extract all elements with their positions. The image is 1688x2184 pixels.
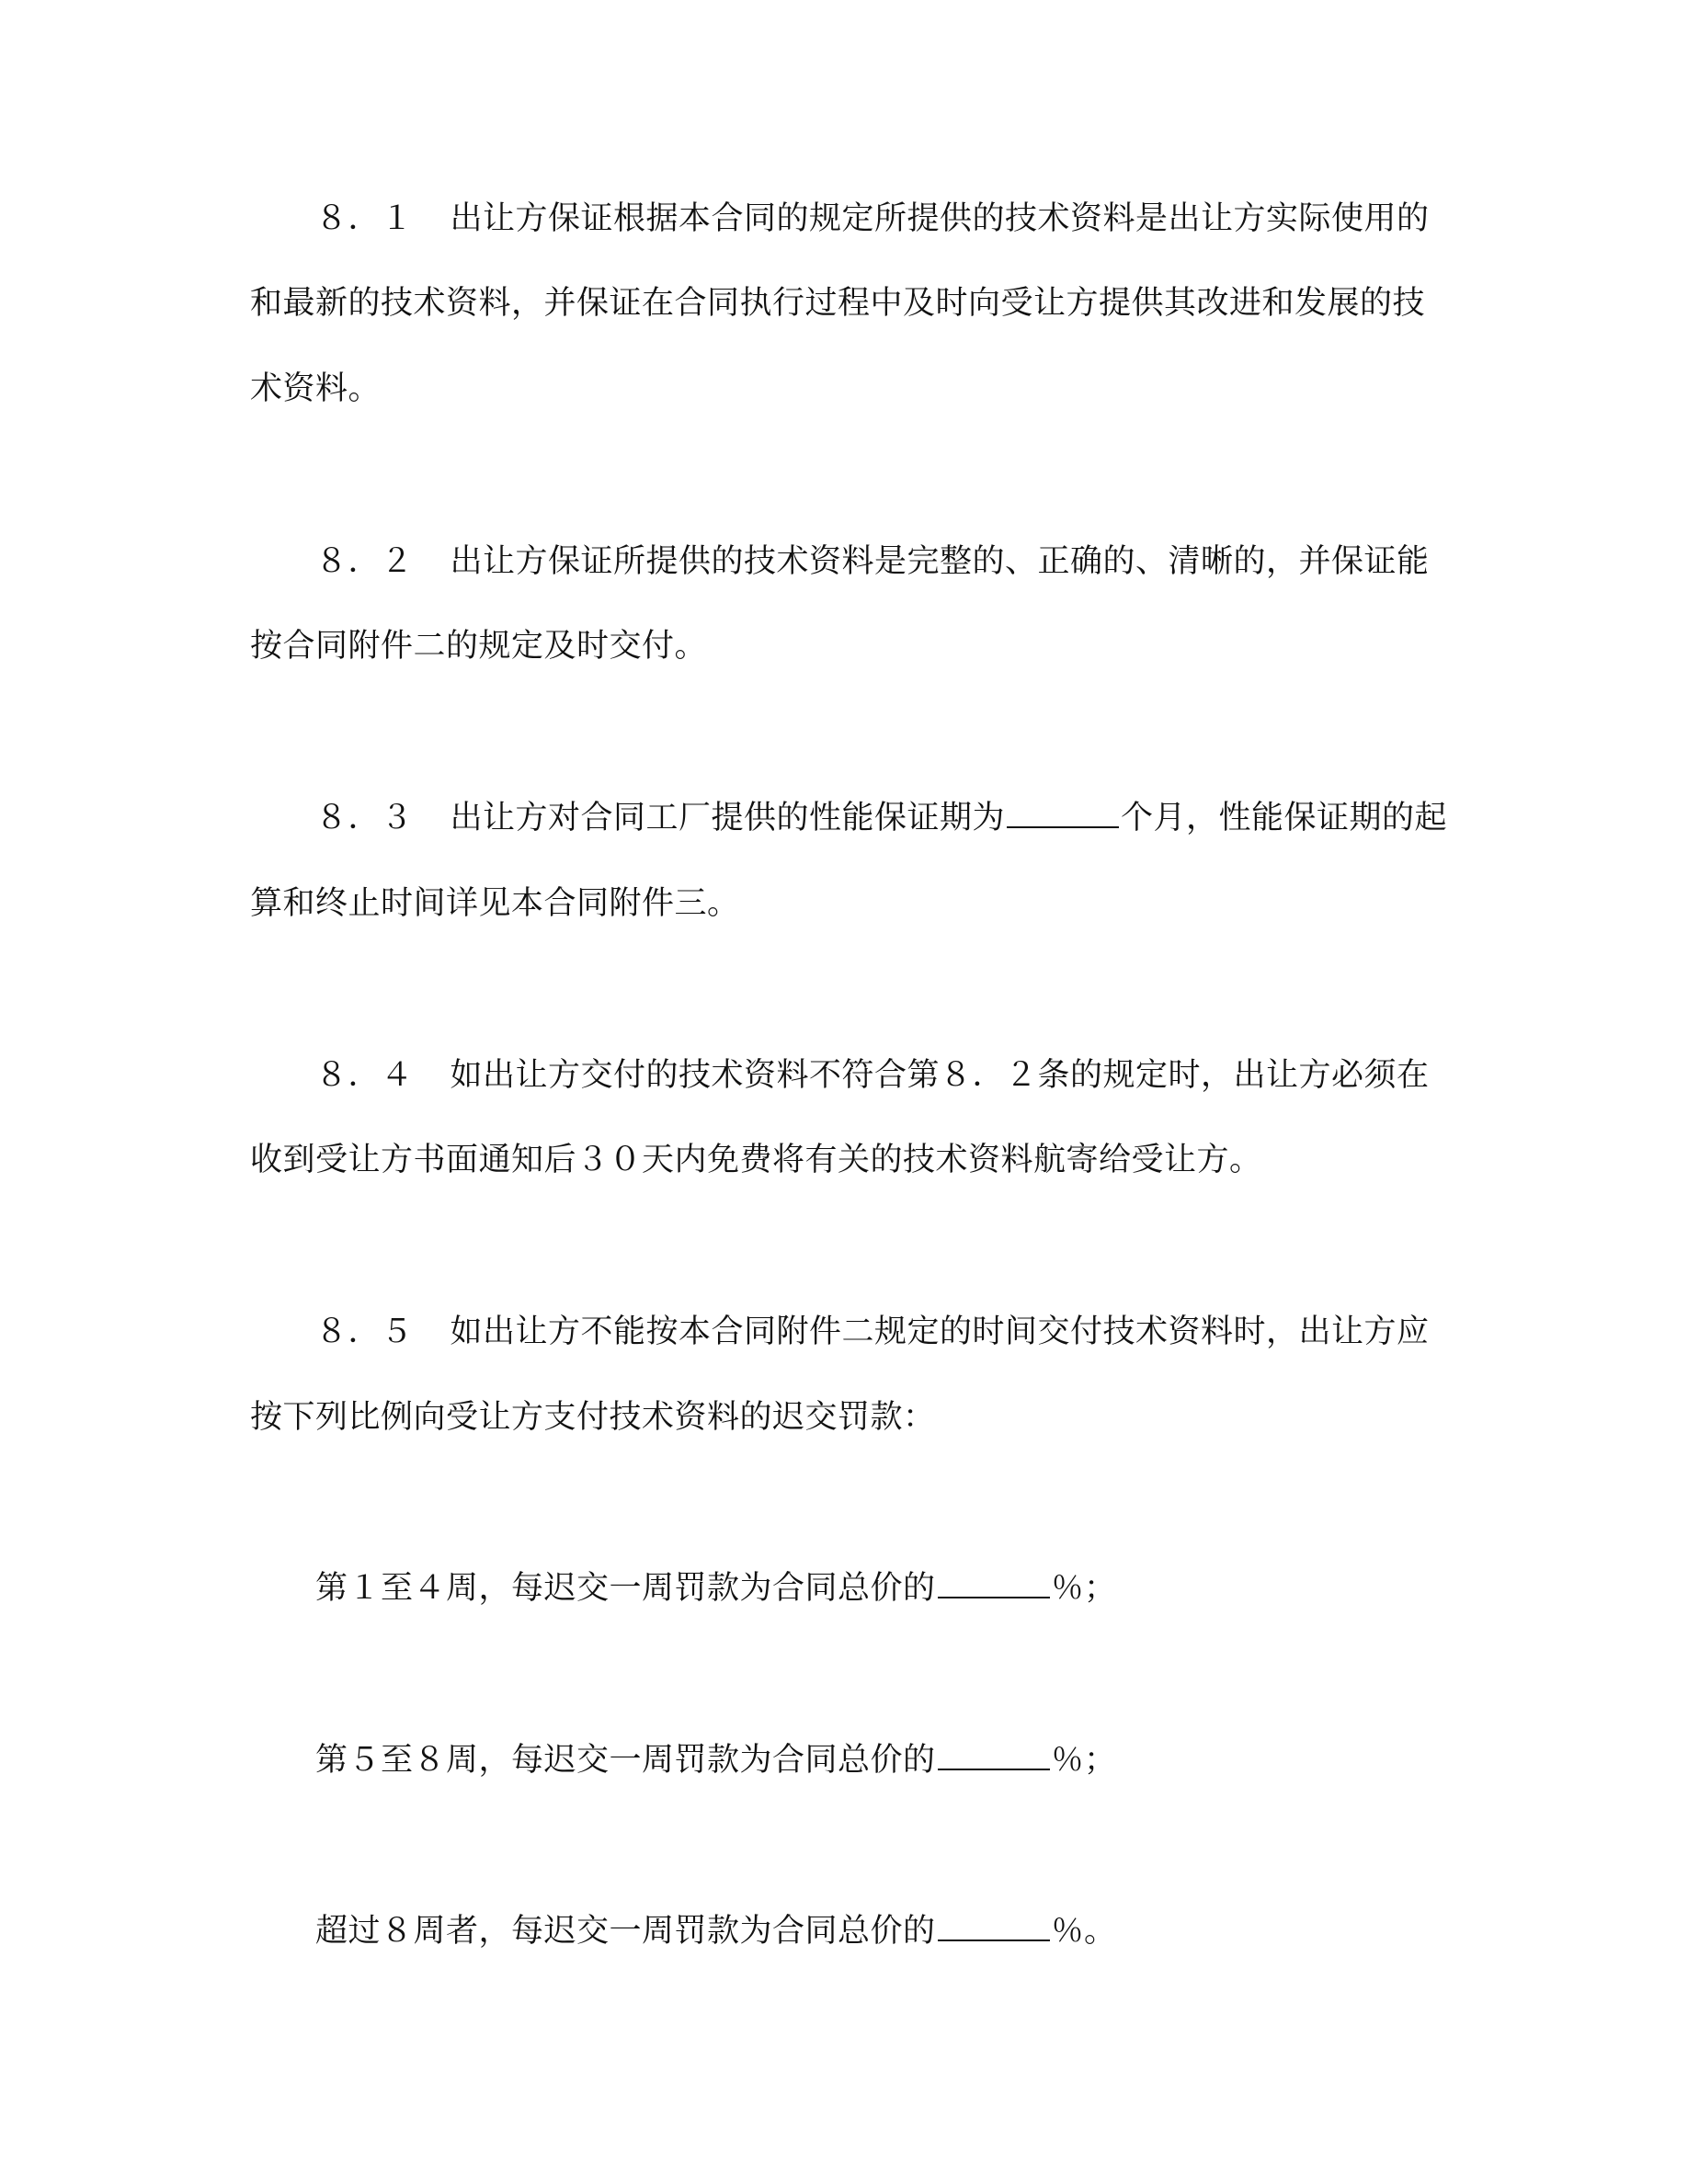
clause-text: 如出让方交付的技术资料不符合第８．２条的规定时，出让方必须在 xyxy=(450,1057,1430,1094)
rate-suffix: ％； xyxy=(1051,1570,1117,1607)
clause-8-3-line-1 xyxy=(315,795,1511,841)
clause-8-3-line-2: 算和终止时间详见本合同附件三。 xyxy=(250,885,740,922)
clause-8-5-line-1 xyxy=(315,1309,1511,1355)
rate-text: 超过８周者，每迟交一周罚款为合同总价的 xyxy=(315,1913,936,1950)
rate-text: 第５至８周，每迟交一周罚款为合同总价的 xyxy=(315,1742,936,1779)
penalty-rate-line-2 xyxy=(315,1737,1511,1783)
rate-suffix: ％； xyxy=(1051,1742,1117,1779)
clause-text: 如出让方不能按本合同附件二规定的时间交付技术资料时，出让方应 xyxy=(450,1314,1430,1350)
clause-8-1-line-3: 术资料。 xyxy=(250,370,382,407)
clause-8-1-line-2: 和最新的技术资料，并保证在合同执行过程中及时向受让方提供其改进和发展的技 xyxy=(250,285,1426,322)
penalty-rate-line-3 xyxy=(315,1908,1511,1954)
clause-number: ８．２ xyxy=(315,543,414,580)
clause-text: 出让方保证所提供的技术资料是完整的、正确的、清晰的，并保证能 xyxy=(450,543,1430,580)
penalty-rate-line-1 xyxy=(315,1565,1511,1611)
clause-8-4-line-2: 收到受让方书面通知后３０天内免费将有关的技术资料航寄给受让方。 xyxy=(250,1142,1262,1178)
rate-suffix: ％。 xyxy=(1051,1913,1117,1950)
clause-number: ８．４ xyxy=(315,1057,414,1094)
clause-8-5-line-2: 按下列比例向受让方支付技术资料的迟交罚款： xyxy=(250,1399,936,1436)
clause-text: 出让方对合同工厂提供的性能保证期为 xyxy=(450,800,1006,836)
clause-8-2-line-2: 按合同附件二的规定及时交付。 xyxy=(250,628,708,665)
clause-8-1-line-1 xyxy=(315,196,1511,242)
blank-field xyxy=(938,1741,1050,1770)
blank-field xyxy=(938,1569,1050,1598)
clause-number: ８．５ xyxy=(315,1314,414,1350)
clause-text: 个月，性能保证期的起 xyxy=(1121,800,1448,836)
clause-8-4-line-1 xyxy=(315,1052,1511,1098)
blank-field xyxy=(938,1912,1050,1941)
clause-8-2-line-1 xyxy=(315,539,1511,585)
clause-number: ８．１ xyxy=(315,200,414,237)
clause-number: ８．３ xyxy=(315,800,414,836)
rate-text: 第１至４周，每迟交一周罚款为合同总价的 xyxy=(315,1570,936,1607)
clause-text: 出让方保证根据本合同的规定所提供的技术资料是出让方实际使用的 xyxy=(450,200,1430,237)
blank-field xyxy=(1007,799,1119,828)
